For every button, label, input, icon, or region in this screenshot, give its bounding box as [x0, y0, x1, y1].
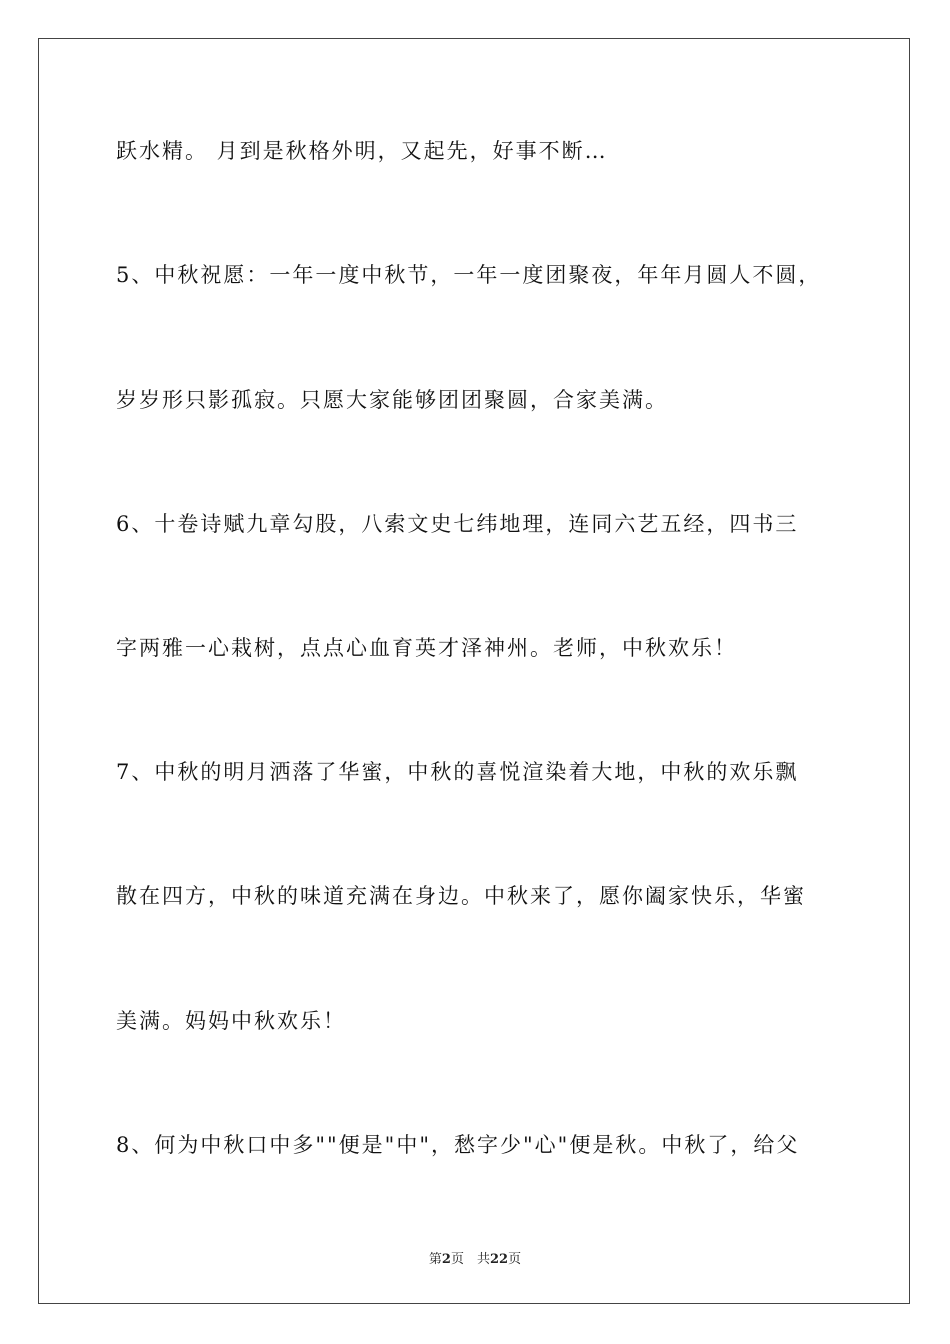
- text-line-8: 美满。妈妈中秋欢乐！: [116, 1009, 346, 1033]
- text-line-4: 6、十卷诗赋九章勾股，八索文史七纬地理，连同六艺五经，四书三: [116, 512, 799, 536]
- text-line-1: 跃水精。 月到是秋格外明，又起先，好事不断…: [116, 139, 608, 163]
- text-line-5: 字两雅一心栽树，点点心血育英才泽神州。老师，中秋欢乐！: [116, 636, 737, 660]
- page-mid-text: 页 共: [450, 1252, 490, 1267]
- text-line-2: 5、中秋祝愿：一年一度中秋节，一年一度团聚夜，年年月圆人不圆，: [116, 263, 822, 287]
- text-line-7: 散在四方，中秋的味道充满在身边。中秋来了，愿你阖家快乐，华蜜: [116, 884, 806, 908]
- total-page-number: 22: [489, 1252, 509, 1267]
- current-page-number: 2: [441, 1252, 451, 1267]
- text-line-6: 7、中秋的明月洒落了华蜜，中秋的喜悦渲染着大地，中秋的欢乐飘: [116, 760, 799, 784]
- text-line-3: 岁岁形只影孤寂。只愿大家能够团团聚圆，合家美满。: [116, 388, 668, 412]
- page-border: [38, 38, 910, 1304]
- text-line-9: 8、何为中秋口中多""便是"中"，愁字少"心"便是秋。中秋了，给父: [116, 1133, 800, 1157]
- page-suffix: 页: [508, 1252, 522, 1267]
- page-number-footer: [0, 1248, 950, 1267]
- page-prefix: 第: [428, 1252, 442, 1267]
